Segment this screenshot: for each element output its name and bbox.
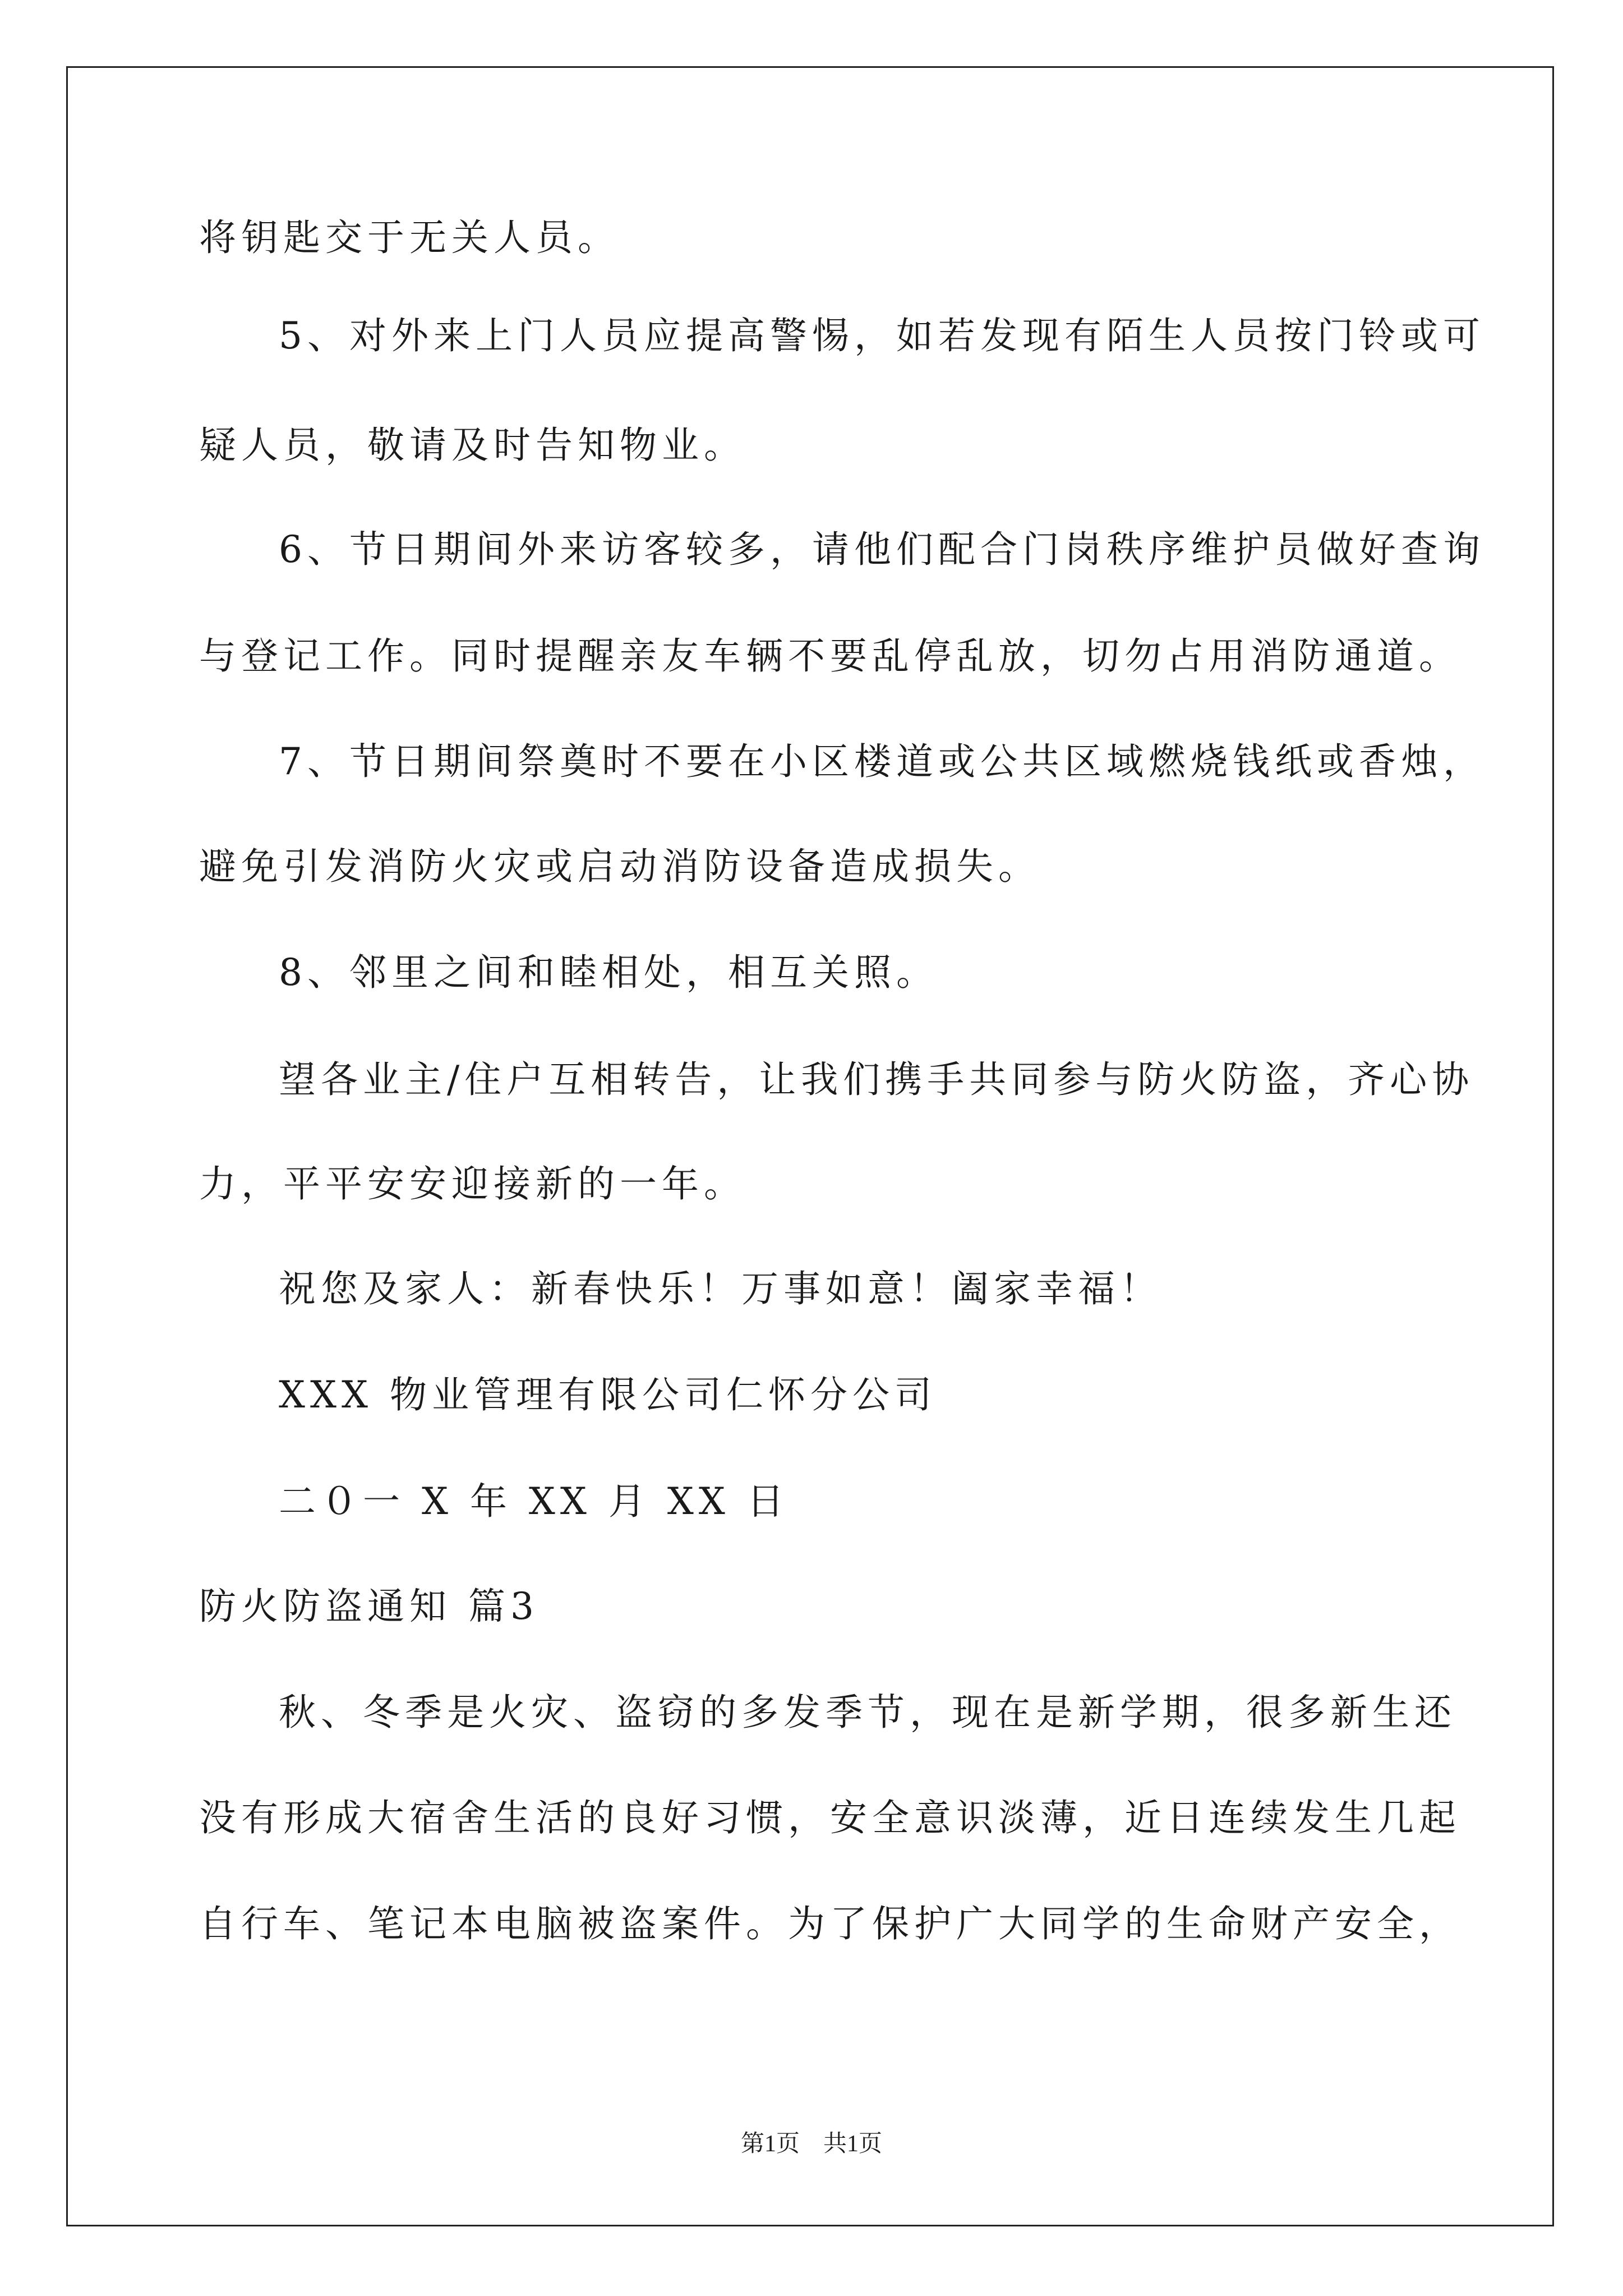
text-line: 5、对外来上门人员应提高警惕，如若发现有陌生人员按门铃或可: [279, 314, 1485, 357]
text-line: 秋、冬季是火灾、盗窃的多发季节，现在是新学期，很多新生还: [279, 1691, 1456, 1734]
text-line: 6、节日期间外来访客较多，请他们配合门岗秩序维护员做好查询: [279, 528, 1485, 571]
text-line: 祝您及家人：新春快乐！万事如意！阖家幸福！: [279, 1267, 1162, 1310]
text-line: 避免引发消防火灾或启动消防设备造成损失。: [199, 845, 1040, 888]
text-line: 望各业主/住户互相转告，让我们携手共同参与防火防盗，齐心协: [279, 1058, 1474, 1101]
text-line: XXX 物业管理有限公司仁怀分公司: [279, 1373, 937, 1416]
page-number-footer: 第1页 共1页: [740, 2131, 882, 2157]
text-line: 将钥匙交于无关人员。: [199, 216, 620, 259]
text-line: 没有形成大宿舍生活的良好习惯，安全意识淡薄，近日连续发生几起: [199, 1796, 1461, 1839]
section-heading: 防火防盗通知 篇3: [199, 1585, 539, 1628]
text-line: 自行车、笔记本电脑被盗案件。为了保护广大同学的生命财产安全，: [199, 1902, 1461, 1945]
text-line: 8、邻里之间和睦相处，相互关照。: [279, 951, 938, 994]
text-line: 与登记工作。同时提醒亲友车辆不要乱停乱放，切勿占用消防通道。: [199, 634, 1461, 678]
text-line: 7、节日期间祭奠时不要在小区楼道或公共区域燃烧钱纸或香烛，: [279, 740, 1485, 783]
text-line: 力，平平安安迎接新的一年。: [199, 1162, 746, 1205]
text-line: 二０一 X 年 XX 月 XX 日: [279, 1480, 789, 1523]
text-line: 疑人员，敬请及时告知物业。: [199, 424, 746, 467]
